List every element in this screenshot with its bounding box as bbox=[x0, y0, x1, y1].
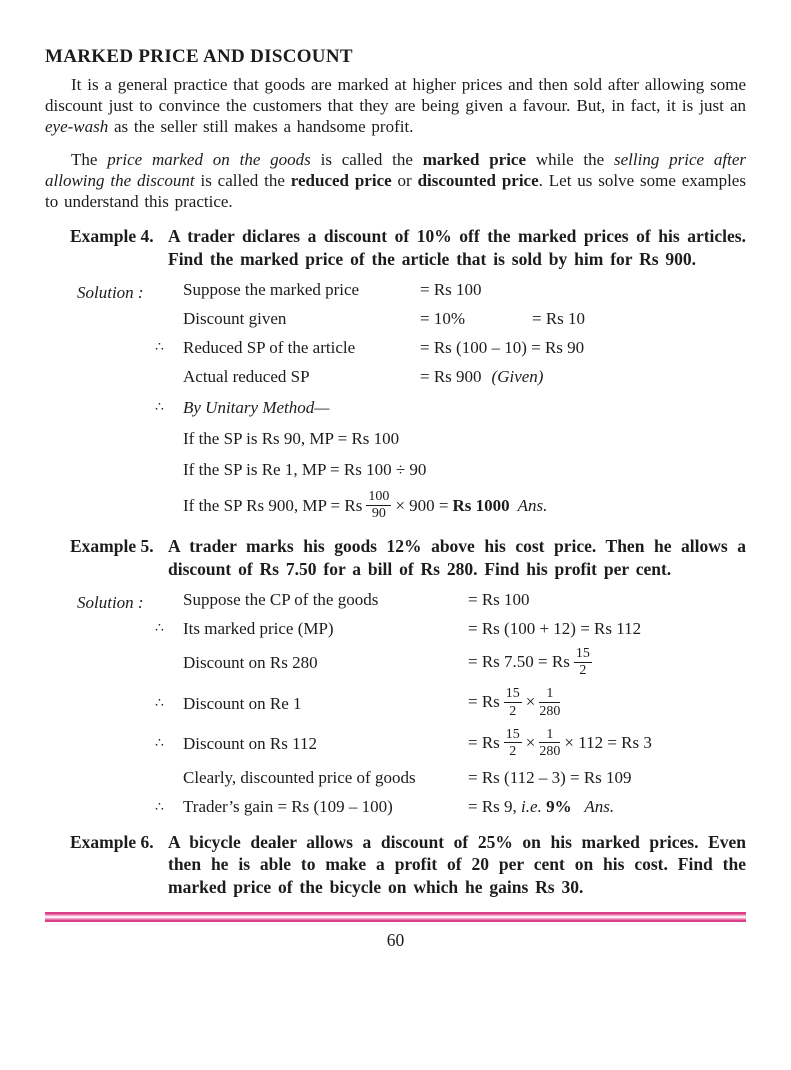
example-6 bbox=[45, 831, 746, 899]
example-4-text: A trader diclares a discount of 10% off the marked prices of his articles. Find the marked price of the article that is sold by him for Rs 900. bbox=[168, 226, 746, 269]
p2-bold-reduced-price: reduced price bbox=[290, 171, 392, 190]
times-sign: × bbox=[525, 692, 536, 712]
page-title: MARKED PRICE AND DISCOUNT bbox=[45, 46, 353, 67]
therefore-mark: ∴ bbox=[155, 799, 164, 815]
p2-bold-marked-price: marked price bbox=[422, 150, 527, 169]
therefore-mark: ∴ bbox=[155, 696, 164, 712]
therefore-mark: ∴ bbox=[155, 621, 164, 637]
fraction-denominator: 2 bbox=[509, 703, 517, 719]
fraction-denominator: 90 bbox=[371, 506, 386, 522]
p2-seg: or bbox=[391, 171, 418, 190]
fraction-numerator: 15 bbox=[505, 686, 520, 702]
unitary-line-1: If the SP is Rs 90, MP = Rs 100 bbox=[183, 428, 400, 448]
equation-part: = Rs 7.50 = Rs bbox=[468, 652, 570, 672]
p2-seg: is called the bbox=[194, 171, 291, 190]
solution-5-row bbox=[45, 687, 746, 719]
equation-part: × 112 = Rs 3 bbox=[564, 732, 652, 752]
intro-p1-text: It is a general practice that goods are marked at higher prices and then sold after allowing some discount just to convince the customers that they are being given a favour. But, in fact, it is just an bbox=[45, 75, 746, 115]
fraction-numerator: 15 bbox=[575, 646, 590, 662]
row-description: Clearly, discounted price of goods bbox=[183, 768, 416, 788]
p2-bold-discounted-price: discounted price bbox=[417, 171, 539, 190]
row-description: Its marked price (MP) bbox=[183, 618, 334, 638]
intro-p1-italic: eye-wash bbox=[45, 117, 109, 136]
solution-5-row bbox=[45, 797, 746, 818]
example-5 bbox=[45, 535, 746, 580]
fraction-numerator: 100 bbox=[368, 489, 390, 504]
equation-part: = Rs 9, bbox=[468, 797, 517, 817]
solution-4-label: Solution : bbox=[77, 283, 144, 302]
equation-part: If the SP Rs 900, MP = Rs bbox=[183, 496, 363, 516]
row-equation bbox=[468, 647, 746, 679]
fraction-numerator: 15 bbox=[505, 726, 520, 742]
solution-5-row bbox=[45, 618, 746, 639]
unitary-line-3 bbox=[183, 490, 746, 522]
therefore-mark: ∴ bbox=[155, 340, 164, 355]
unitary-method-title: By Unitary Method— bbox=[183, 397, 330, 417]
row-equation bbox=[468, 797, 746, 817]
fraction-numerator: 1 bbox=[539, 727, 560, 744]
row-description: Reduced SP of the article bbox=[183, 337, 356, 357]
equation-part: = Rs bbox=[468, 732, 500, 752]
p2-seg: The bbox=[71, 150, 108, 169]
row-description: Actual reduced SP bbox=[183, 366, 310, 386]
ans-marker: Ans. bbox=[517, 496, 548, 516]
unitary-method-header bbox=[155, 397, 746, 418]
example-6-text: A bicycle dealer allows a discount of 25% on his marked prices. Even then he is able to make a profit of 20 per cent on his cost. Find the marked price of the bicycle on which he gains Rs 30. bbox=[168, 831, 746, 897]
example-5-label: Example 5. bbox=[70, 536, 154, 557]
intro-p1-text-end: as the seller still makes a handsome profit. bbox=[108, 117, 414, 136]
solution-4-row bbox=[45, 366, 746, 387]
row-description: Suppose the marked price bbox=[183, 279, 360, 299]
answer-value: 9% bbox=[546, 797, 572, 817]
solution-5-row bbox=[45, 768, 746, 789]
solution-4 bbox=[45, 279, 746, 522]
fraction-1-280 bbox=[539, 686, 560, 718]
row-description: Discount on Rs 112 bbox=[183, 733, 317, 753]
row-equation bbox=[468, 728, 746, 760]
solution-5 bbox=[45, 589, 746, 818]
example-6-label: Example 6. bbox=[70, 831, 154, 852]
given-note: (Given) bbox=[491, 366, 544, 386]
solution-4-row bbox=[45, 308, 746, 329]
solution-5-row bbox=[45, 647, 746, 679]
fraction-1-280 bbox=[539, 727, 560, 759]
fraction-15-2 bbox=[574, 646, 592, 678]
therefore-mark: ∴ bbox=[155, 400, 164, 415]
equation-part: = 10% bbox=[420, 308, 465, 328]
p2-italic-selling-price: selling price after allowing the discount bbox=[45, 150, 746, 190]
unitary-line-2: If the SP is Re 1, MP = Rs 100 ÷ 90 bbox=[183, 459, 427, 479]
row-equation: = Rs (100 + 12) = Rs 112 bbox=[468, 618, 642, 638]
row-equation bbox=[420, 309, 746, 329]
equation-part: × 900 = bbox=[395, 496, 449, 516]
row-equation: = Rs (100 – 10) = Rs 90 bbox=[420, 337, 585, 357]
example-5-text: A trader marks his goods 12% above his cost price. Then he allows a discount of Rs 7.50 for a bill of Rs 280. Find his profit per cent. bbox=[168, 536, 746, 579]
solution-4-row bbox=[45, 337, 746, 358]
fraction-100-90 bbox=[366, 489, 391, 521]
equation-part: = Rs 10 bbox=[532, 308, 586, 328]
equation-part: = Rs bbox=[468, 692, 500, 712]
page-number: 60 bbox=[386, 930, 405, 951]
row-description: Suppose the CP of the goods bbox=[183, 589, 379, 609]
solution-5-row bbox=[45, 728, 746, 760]
fraction-15-2 bbox=[504, 686, 522, 718]
row-description: Discount on Re 1 bbox=[183, 693, 302, 713]
example-4 bbox=[45, 225, 746, 270]
intro-paragraph-2 bbox=[45, 149, 746, 212]
p2-seg: while the bbox=[526, 150, 614, 169]
intro-paragraph-1 bbox=[45, 74, 746, 137]
footer-double-rule bbox=[45, 912, 746, 922]
solution-5-label: Solution : bbox=[77, 593, 144, 613]
ie-marker: i.e. bbox=[521, 797, 542, 817]
row-equation: = Rs 100 bbox=[420, 279, 482, 299]
example-4-label: Example 4. bbox=[70, 226, 154, 246]
fraction-denominator: 280 bbox=[539, 743, 561, 759]
equation-part: = Rs 900 bbox=[420, 366, 482, 386]
row-equation bbox=[420, 367, 746, 387]
ans-marker: Ans. bbox=[584, 797, 615, 817]
fraction-denominator: 280 bbox=[539, 703, 561, 719]
p2-italic-marked-on-goods: price marked on the goods bbox=[107, 150, 311, 169]
page-content bbox=[0, 46, 791, 898]
fraction-numerator: 1 bbox=[539, 686, 560, 703]
solution-4-row bbox=[45, 279, 746, 300]
fraction-denominator: 2 bbox=[579, 663, 587, 679]
row-equation: = Rs 100 bbox=[468, 589, 530, 609]
row-description: Discount given bbox=[183, 308, 287, 328]
fraction-15-2 bbox=[504, 727, 522, 759]
times-sign: × bbox=[525, 732, 536, 752]
fraction-denominator: 2 bbox=[509, 743, 517, 759]
p2-seg: . Let us solve some examples to understand this practice. bbox=[45, 171, 746, 211]
p2-seg: is called the bbox=[310, 150, 423, 169]
row-description: Discount on Rs 280 bbox=[183, 653, 318, 673]
row-equation: = Rs (112 – 3) = Rs 109 bbox=[468, 768, 632, 788]
row-equation bbox=[468, 687, 746, 719]
solution-5-row bbox=[45, 589, 746, 610]
row-description: Trader’s gain = Rs (109 – 100) bbox=[183, 797, 393, 817]
therefore-mark: ∴ bbox=[155, 736, 164, 752]
answer-value: Rs 1000 bbox=[452, 496, 510, 516]
